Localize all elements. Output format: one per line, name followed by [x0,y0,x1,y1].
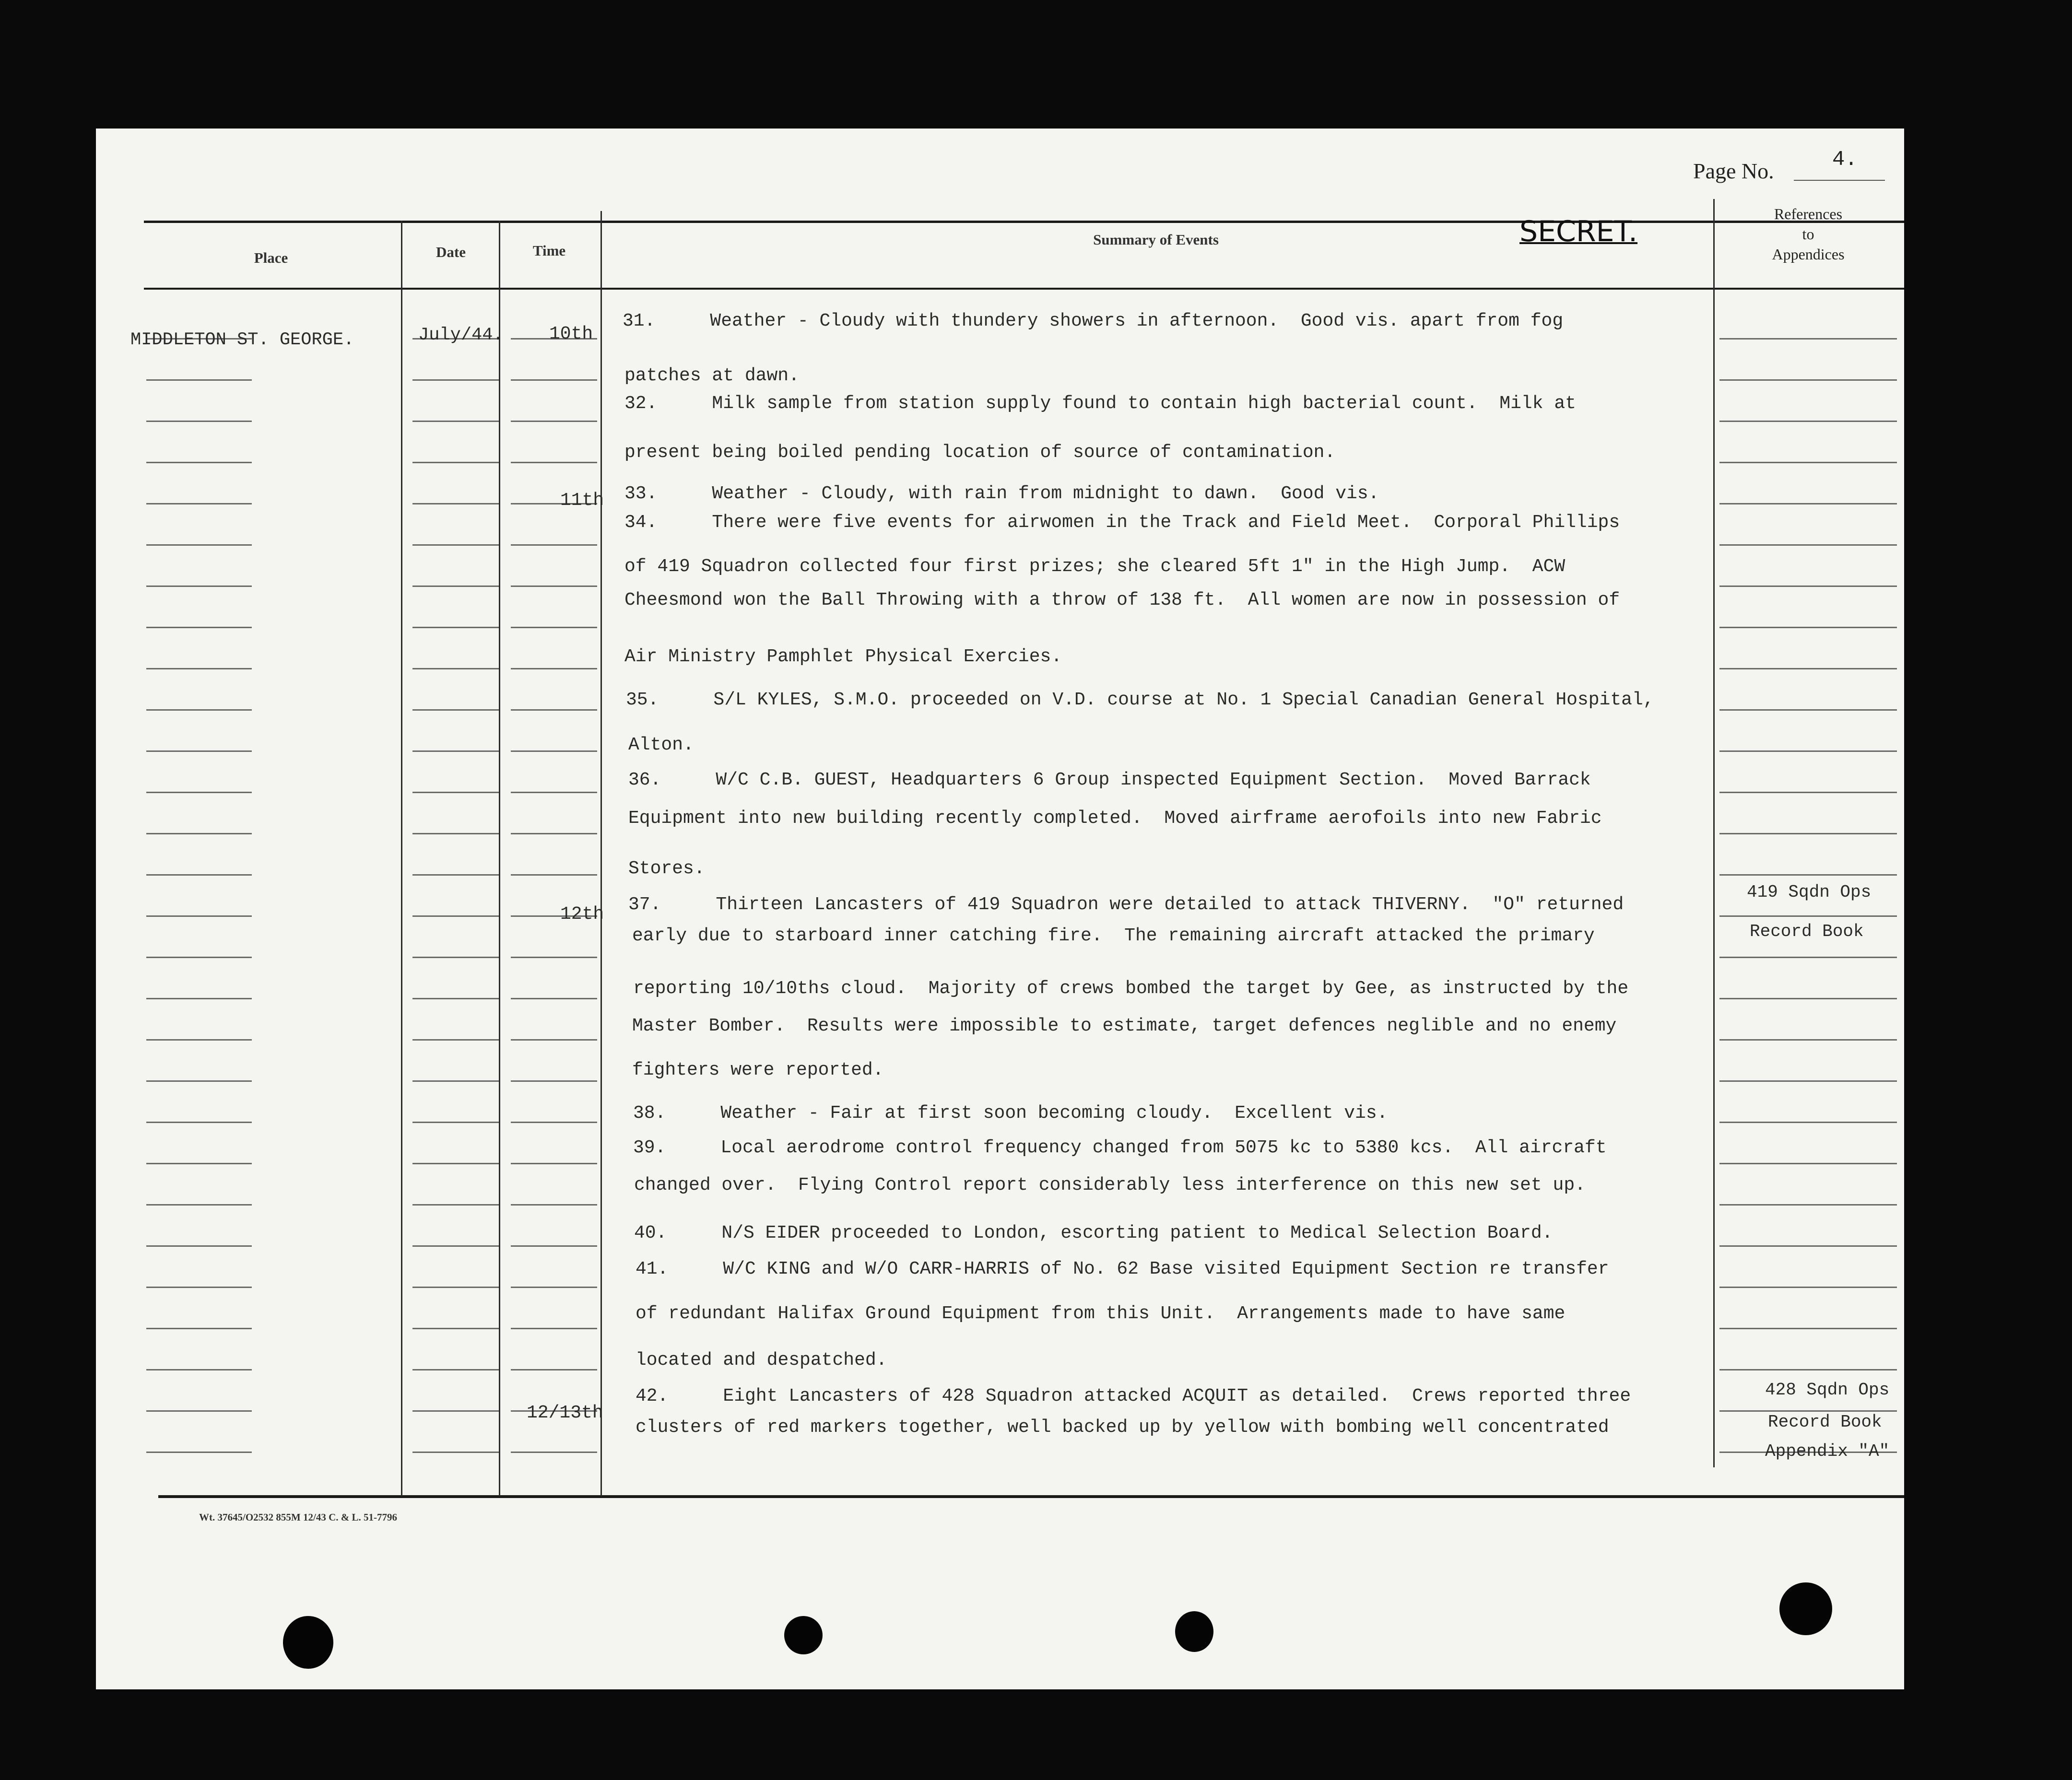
event-line: 33. Weather - Cloudy, with rain from midnight to dawn. Good vis. [624,483,1379,504]
ruled-line [146,1163,252,1164]
ruled-line [511,1122,597,1123]
date-entry: July/44. [418,325,504,345]
ruled-line [1719,544,1897,546]
ruled-line [1719,503,1897,504]
ruled-line [146,709,252,711]
ruled-line [511,1328,597,1329]
ruled-line [1719,915,1897,917]
ruled-line [1719,586,1897,587]
event-line: 37. Thirteen Lancasters of 419 Squadron were detailed to attack THIVERNY. "O" returned [628,894,1624,915]
ruled-line [412,586,499,587]
ruled-line [1719,1410,1897,1412]
event-line: Stores. [628,858,705,879]
event-line: 34. There were five events for airwomen in the Track and Field Meet. Corporal Phillips [624,512,1620,533]
ruled-line [146,1452,252,1453]
header-place: Place [254,249,288,266]
ruled-line [412,1245,499,1247]
event-line: 41. W/C KING and W/O CARR-HARRIS of No. 62 Base visited Equipment Section re transfer [636,1259,1609,1279]
ruled-line [412,957,499,958]
ruled-line [146,668,252,669]
ruled-line [511,1245,597,1247]
ruled-line [146,792,252,793]
ruled-line [1719,1080,1897,1082]
ruled-line [511,792,597,793]
ruled-line [412,668,499,669]
ruled-line [511,379,597,381]
reference-entry: Appendix "A" [1765,1441,1890,1461]
ruled-line [1719,792,1897,793]
event-line: 38. Weather - Fair at first soon becoming cloudy. Excellent vis. [633,1103,1388,1124]
ruled-line [1719,874,1897,876]
ruled-line [1719,421,1897,422]
event-line: reporting 10/10ths cloud. Majority of crews bombed the target by Gee, as instructed by the [633,978,1629,999]
event-line: 40. N/S EIDER proceeded to London, escorting patient to Medical Selection Board. [634,1223,1553,1243]
ruled-line [511,998,597,999]
ruled-line [146,1410,252,1412]
ruled-line [1719,627,1897,628]
ruled-line [412,1039,499,1041]
page-number: 4. [1832,148,1858,172]
time-entry: 12th [560,904,604,925]
ruled-line [1719,379,1897,381]
header-references: References to Appendices [1772,205,1845,263]
header-date: Date [436,244,466,260]
ruled-line [1719,338,1897,340]
punch-hole [784,1616,823,1654]
ruled-line [146,1287,252,1288]
ruled-line [1719,709,1897,711]
ruled-line [412,1163,499,1164]
ruled-line [412,1328,499,1329]
ruled-line [146,1204,252,1206]
ruled-line [1719,750,1897,752]
ruled-line [412,1452,499,1453]
ruled-line [1719,1204,1897,1206]
ruled-line [1719,462,1897,463]
reference-entry: 419 Sqdn Ops [1747,882,1872,902]
ruled-line [412,503,499,504]
header-bottom-rule [144,288,1904,290]
ruled-line [511,1452,597,1453]
ruled-line [146,503,252,504]
event-line: present being boiled pending location of source of contamination. [624,442,1336,463]
ruled-line [412,627,499,628]
punch-hole [283,1616,333,1669]
event-line: 32. Milk sample from station supply found to contain high bacterial count. Milk at [624,393,1576,414]
ruled-line [146,462,252,463]
ruled-line [146,1122,252,1123]
page-number-line [1794,180,1885,181]
punch-hole [1779,1582,1832,1635]
ruled-line [412,998,499,999]
time-entry: 10th [549,324,593,344]
ruled-line [412,1204,499,1206]
event-line: Master Bomber. Results were impossible to estimate, target defences neglible and no enemy [632,1016,1617,1036]
column-divider [499,221,500,1496]
ruled-line [511,668,597,669]
ruled-line [412,833,499,834]
event-line: changed over. Flying Control report considerably less interference on this new set up. [634,1175,1586,1195]
event-line: fighters were reported. [632,1060,884,1080]
form-footer: Wt. 37645/O2532 855M 12/43 C. & L. 51-7796 [199,1511,397,1523]
page-number-label: Page No. 4. [1693,148,1858,183]
ruled-line [146,750,252,752]
ruled-line [146,1039,252,1041]
ruled-line [412,462,499,463]
ruled-line [511,1204,597,1206]
event-line: 35. S/L KYLES, S.M.O. proceeded on V.D. course at No. 1 Special Canadian General Hospital, [626,690,1654,710]
ruled-line [511,874,597,876]
ruled-line [412,1410,499,1412]
ruled-line [511,833,597,834]
ruled-line [511,1287,597,1288]
ruled-line [412,874,499,876]
ruled-line [511,957,597,958]
ruled-line [412,1287,499,1288]
ruled-line [146,1245,252,1247]
ruled-line [146,915,252,917]
ruled-line [412,915,499,917]
ruled-line [146,421,252,422]
reference-entry: Record Book [1768,1412,1882,1432]
ruled-line [1719,1369,1897,1370]
ruled-line [412,750,499,752]
ruled-line [146,544,252,546]
ruled-line [1719,1122,1897,1123]
ruled-line [511,1080,597,1082]
event-line: patches at dawn. [624,365,800,386]
ruled-line [146,379,252,381]
punch-hole [1175,1611,1213,1652]
ruled-line [146,874,252,876]
ruled-line [412,792,499,793]
reference-entry: Record Book [1750,922,1864,941]
ruled-line [1719,957,1897,958]
reference-entry: 428 Sqdn Ops [1765,1380,1890,1400]
event-line: Cheesmond won the Ball Throwing with a throw of 138 ft. All women are now in possession of [624,590,1620,610]
event-line: 36. W/C C.B. GUEST, Headquarters 6 Group inspected Equipment Section. Moved Barrack [628,770,1591,790]
secret-stamp: SECRET. [1519,215,1638,248]
column-divider [401,221,402,1496]
event-line: clusters of red markers together, well backed up by yellow with bombing well concentrated [636,1417,1609,1438]
ruled-line [412,709,499,711]
header-summary: Summary of Events [1093,231,1219,248]
column-divider [1713,199,1715,1467]
ruled-line [511,544,597,546]
event-line: of 419 Squadron collected four first prizes; she cleared 5ft 1" in the High Jump. ACW [624,556,1566,577]
ruled-line [412,1122,499,1123]
time-entry: 11th [560,490,604,511]
ruled-line [146,998,252,999]
ruled-line [146,1369,252,1370]
ruled-line [1719,1287,1897,1288]
event-line: 31. Weather - Cloudy with thundery showers in afternoon. Good vis. apart from fog [623,311,1564,331]
ruled-line [412,544,499,546]
ruled-line [412,379,499,381]
event-line: 39. Local aerodrome control frequency changed from 5075 kc to 5380 kcs. All aircraft [633,1137,1607,1158]
ruled-line [1719,1163,1897,1164]
ruled-line [511,421,597,422]
ruled-line [146,833,252,834]
header-time: Time [532,242,566,259]
ruled-line [511,709,597,711]
ruled-line [1719,1328,1897,1329]
ruled-line [146,586,252,587]
event-line: Air Ministry Pamphlet Physical Exercies. [624,646,1062,667]
ruled-line [412,421,499,422]
ruled-line [511,1039,597,1041]
ruled-line [511,750,597,752]
time-entry: 12/13th [527,1403,603,1423]
table-bottom-rule [158,1495,1904,1498]
header-top-rule [144,221,1904,223]
ruled-line [412,1080,499,1082]
ruled-line [1719,833,1897,834]
event-line: early due to starboard inner catching fire. The remaining aircraft attacked the primary [632,925,1595,946]
event-line: of redundant Halifax Ground Equipment from this Unit. Arrangements made to have same [636,1303,1566,1324]
ruled-line [1719,1039,1897,1041]
event-line: Equipment into new building recently completed. Moved airframe aerofoils into new Fabric [628,808,1602,829]
ruled-line [511,1163,597,1164]
event-line: located and despatched. [636,1350,887,1370]
ruled-line [1719,668,1897,669]
ruled-line [511,1369,597,1370]
column-divider [600,211,602,1496]
ruled-line [146,1328,252,1329]
ruled-line [511,462,597,463]
ruled-line [511,627,597,628]
ruled-line [146,957,252,958]
ruled-line [1719,1245,1897,1247]
place-entry: MIDDLETON ST. GEORGE. [130,330,354,350]
event-line: Alton. [628,735,694,755]
ruled-line [412,1369,499,1370]
ruled-line [146,627,252,628]
ruled-line [146,1080,252,1082]
event-line: 42. Eight Lancasters of 428 Squadron attacked ACQUIT as detailed. Crews reported three [636,1386,1631,1406]
ruled-line [511,586,597,587]
ruled-line [1719,998,1897,999]
